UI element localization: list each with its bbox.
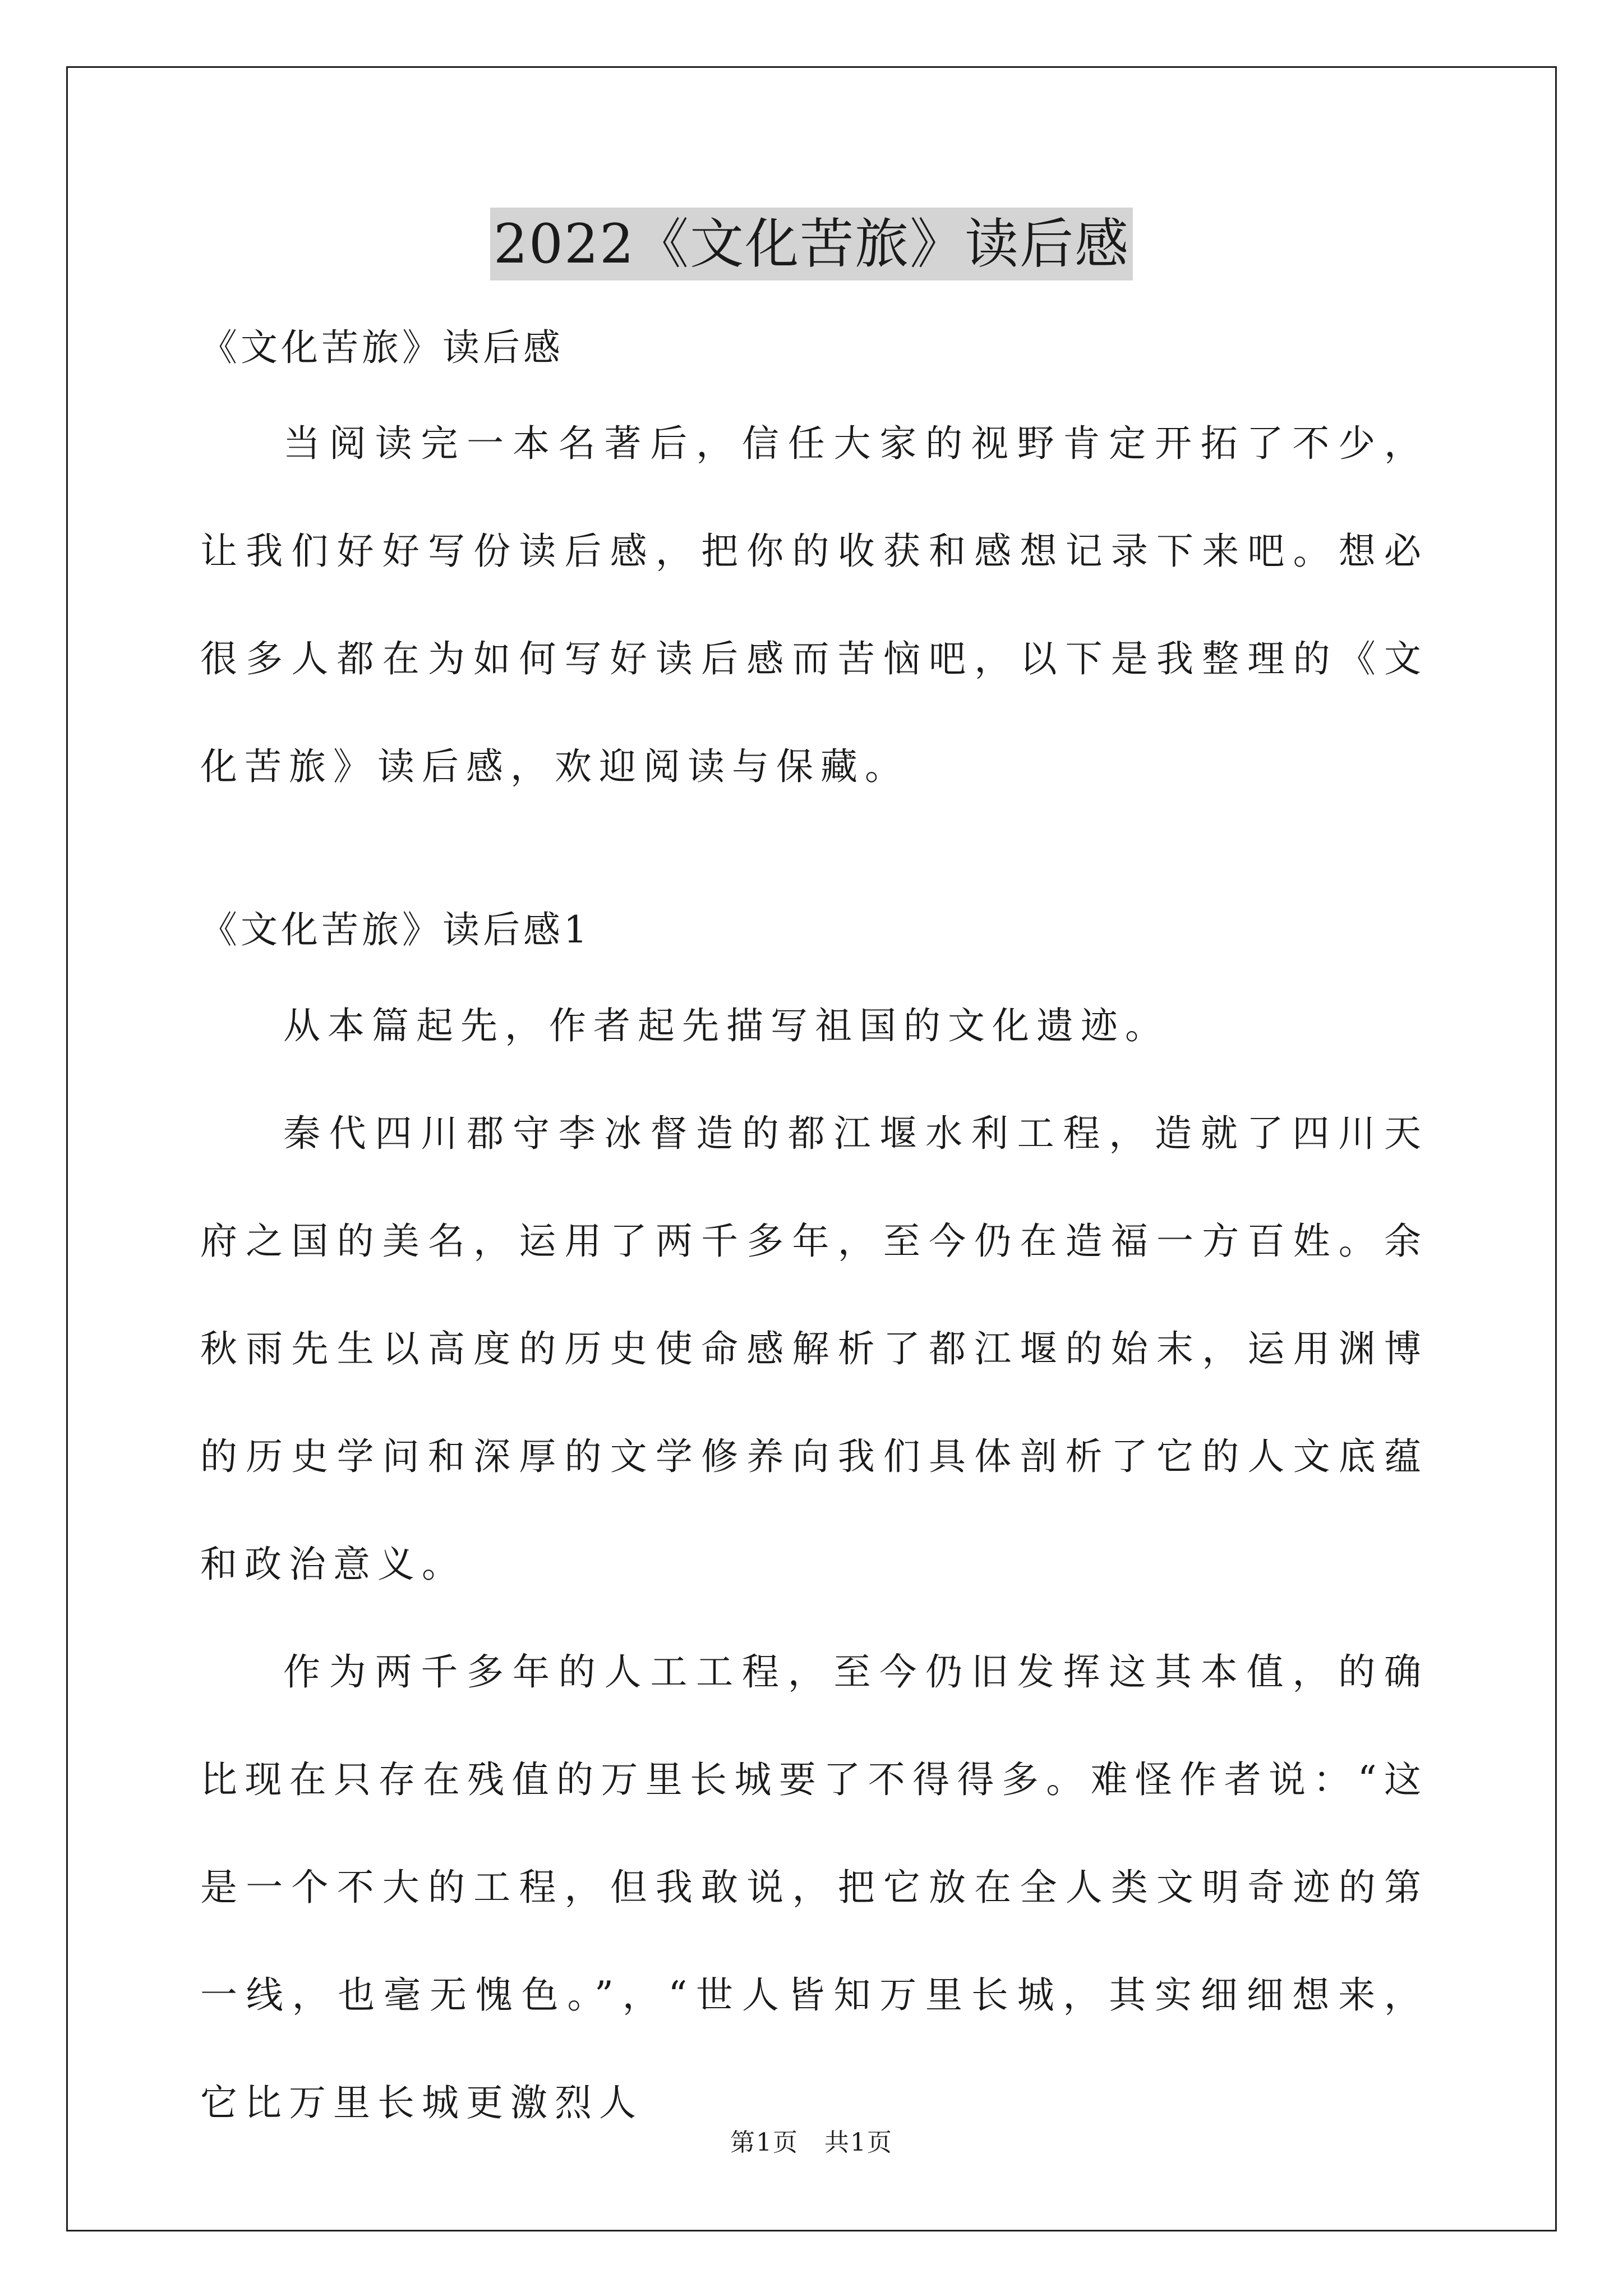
body-paragraph: 作为两千多年的人工工程，至今仍旧发挥这其本值，的确比现在只存在残值的万里长城要了不得得多。难怪作者说：“这是一个不大的工程，但我敢说，把它放在全人类文明奇迹的第一线，也毫无愧色。”，“世人皆知万里长城，其实细细想来，它比万里长城更激烈人 <box>200 1650 1428 2124</box>
document-title: 2022《文化苦旅》读后感 <box>490 208 1133 280</box>
intro-heading: 《文化苦旅》读后感 <box>200 326 564 369</box>
section-heading: 《文化苦旅》读后感1 <box>200 908 591 951</box>
title-container <box>0 208 1623 280</box>
intro-paragraph: 当阅读完一本名著后，信任大家的视野肯定开拓了不少，让我们好好写份读后感，把你的收获和感想记录下来吧。想必很多人都在为如何写好读后感而苦恼吧，以下是我整理的《文化苦旅》读后感，欢迎阅读与保藏。 <box>200 422 1428 788</box>
document-body <box>200 306 1428 2157</box>
page-footer: 第1页 共1页 <box>730 2128 893 2157</box>
body-paragraph: 秦代四川郡守李冰督造的都江堰水利工程，造就了四川天府之国的美名，运用了两千多年，至今仍在造福一方百姓。余秋雨先生以高度的历史使命感解析了都江堰的始末，运用渊博的历史学问和深厚的文学修养向我们具体剖析了它的人文底蕴和政治意义。 <box>200 1112 1428 1586</box>
body-paragraph: 从本篇起先，作者起先描写祖国的文化遗迹。 <box>283 1004 1169 1047</box>
